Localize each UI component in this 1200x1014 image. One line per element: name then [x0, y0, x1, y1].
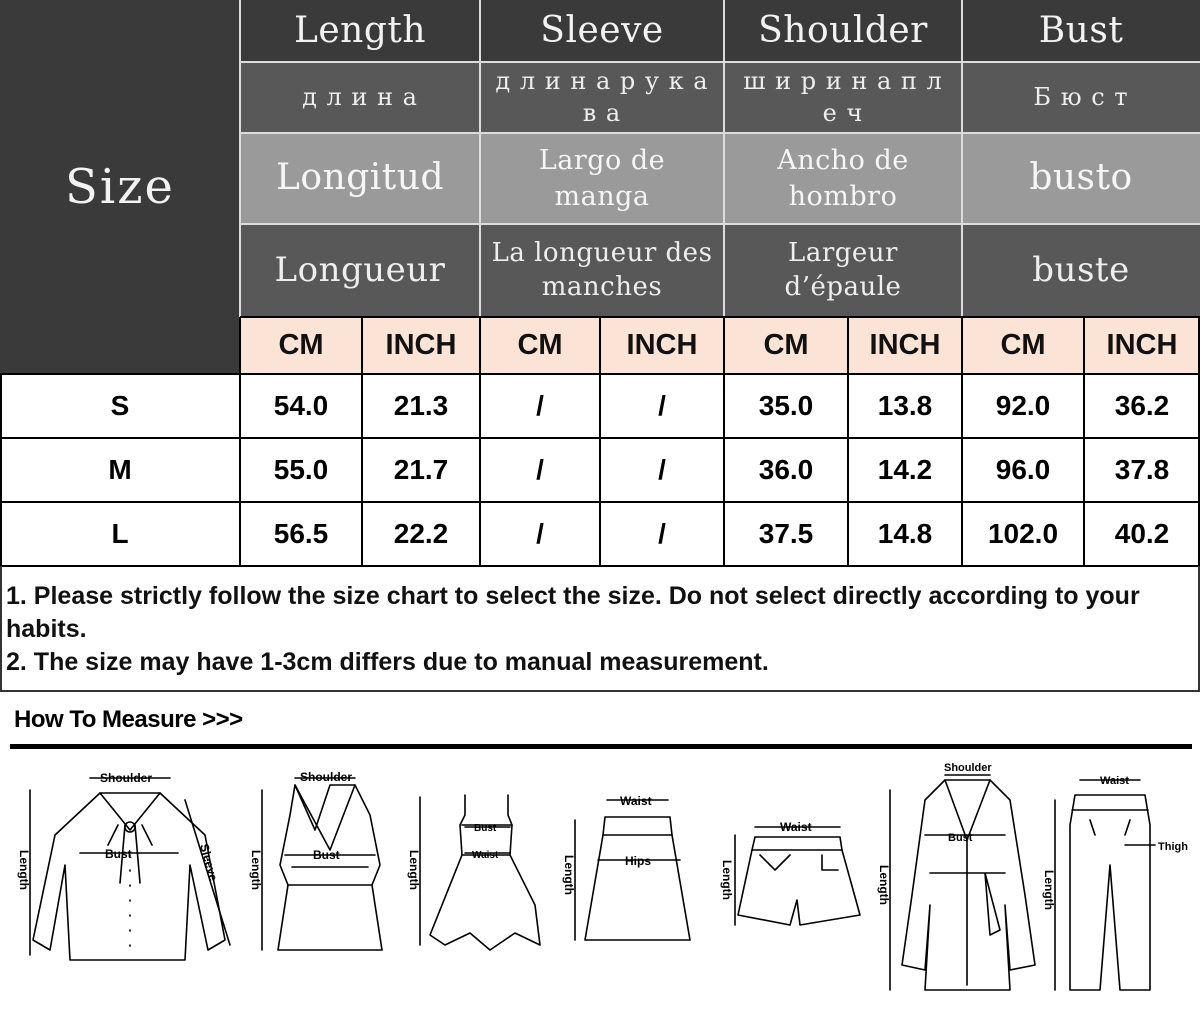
- value-cell-1-7: 37.8: [1084, 438, 1200, 502]
- header-ru-2: ш и р и н а п л е ч: [724, 62, 962, 133]
- value-cell-2-1: 22.2: [362, 502, 480, 566]
- header-divider-2: [723, 0, 725, 317]
- skirt-label-hips: Hips: [625, 854, 652, 868]
- value-cell-1-2: /: [480, 438, 600, 502]
- unit-header-4: CM: [724, 317, 848, 374]
- header-es-3: busto: [962, 133, 1200, 224]
- unit-header-2: CM: [480, 317, 600, 374]
- header-fr-2: Largeur d’épaule: [724, 224, 962, 317]
- shorts-label-waist: Waist: [780, 820, 812, 834]
- value-cell-2-7: 40.2: [1084, 502, 1200, 566]
- value-cell-0-4: 35.0: [724, 374, 848, 438]
- coat-label-bust: Bust: [948, 832, 973, 844]
- value-cell-1-1: 21.7: [362, 438, 480, 502]
- value-cell-0-7: 36.2: [1084, 374, 1200, 438]
- grid-v-3: [599, 317, 601, 566]
- header-hdivider-0: [240, 61, 1200, 63]
- shorts-figure: [735, 827, 860, 925]
- grid-v-2: [479, 317, 481, 566]
- header-fr-3: buste: [962, 224, 1200, 317]
- header-ru-3: Б ю с т: [962, 62, 1200, 133]
- header-divider-0: [239, 0, 241, 317]
- value-cell-0-6: 92.0: [962, 374, 1084, 438]
- value-cell-0-5: 13.8: [848, 374, 962, 438]
- skirt-figure: [575, 800, 690, 940]
- header-en-1: Sleeve: [480, 0, 724, 62]
- notes-box: [0, 566, 1200, 692]
- pants-label-length: Length: [1042, 870, 1056, 910]
- blouse-figure: [30, 778, 230, 960]
- dress-label-length: Length: [407, 850, 421, 890]
- header-divider-3: [961, 0, 963, 317]
- size-header: Size: [0, 0, 240, 374]
- unit-header-1: INCH: [362, 317, 480, 374]
- grid-v-4: [723, 317, 725, 566]
- value-cell-1-5: 14.2: [848, 438, 962, 502]
- header-en-2: Shoulder: [724, 0, 962, 62]
- grid-v-6: [961, 317, 963, 566]
- blouse-label-length: Length: [17, 850, 31, 890]
- how-to-measure-title: How To Measure >>>: [14, 706, 243, 733]
- coat-label-shoulder: Shoulder: [944, 762, 992, 774]
- title-underline: [10, 744, 1192, 749]
- size-cell-0: S: [0, 374, 240, 438]
- grid-v-7: [1083, 317, 1085, 566]
- grid-h-0: [240, 316, 1200, 318]
- header-fr-0: Longueur: [240, 224, 480, 317]
- value-cell-1-3: /: [600, 438, 724, 502]
- blouse-label-bust: Bust: [105, 847, 132, 861]
- grid-v-1: [361, 317, 363, 566]
- pants-label-thigh: Thigh: [1158, 841, 1188, 853]
- unit-header-6: CM: [962, 317, 1084, 374]
- note-1: 1. Please strictly follow the size chart to select the size. Do not select directly according to your habits.: [6, 582, 1147, 643]
- unit-header-3: INCH: [600, 317, 724, 374]
- measure-figures: [0, 755, 1200, 1010]
- coat-label-length: Length: [877, 865, 891, 905]
- value-cell-1-0: 55.0: [240, 438, 362, 502]
- value-cell-0-0: 54.0: [240, 374, 362, 438]
- skirt-label-waist: Waist: [620, 794, 652, 808]
- tank-label-bust: Bust: [313, 848, 340, 862]
- size-cell-2: L: [0, 502, 240, 566]
- value-cell-0-1: 21.3: [362, 374, 480, 438]
- value-cell-0-3: /: [600, 374, 724, 438]
- header-hdivider-2: [240, 223, 1200, 225]
- header-fr-1: La longueur des manches: [480, 224, 724, 317]
- header-ru-1: д л и н а р у к а в а: [480, 62, 724, 133]
- pants-label-waist: Waist: [1100, 775, 1129, 787]
- grid-v-0: [239, 317, 241, 566]
- value-cell-2-0: 56.5: [240, 502, 362, 566]
- header-es-2: Ancho de hombro: [724, 133, 962, 224]
- value-cell-2-4: 37.5: [724, 502, 848, 566]
- dress-label-waist: Waist: [472, 850, 499, 861]
- skirt-label-length: Length: [562, 855, 576, 895]
- coat-figure: [890, 775, 1035, 990]
- value-cell-2-2: /: [480, 502, 600, 566]
- header-es-0: Longitud: [240, 133, 480, 224]
- value-cell-2-6: 102.0: [962, 502, 1084, 566]
- value-cell-2-3: /: [600, 502, 724, 566]
- header-ru-0: д л и н а: [240, 62, 480, 133]
- pants-figure: [1055, 780, 1155, 990]
- header-en-3: Bust: [962, 0, 1200, 62]
- header-hdivider-1: [240, 132, 1200, 134]
- tank-top-figure: [262, 778, 382, 950]
- value-cell-1-6: 96.0: [962, 438, 1084, 502]
- header-en-0: Length: [240, 0, 480, 62]
- tank-label-length: Length: [249, 850, 263, 890]
- grid-v-5: [847, 317, 849, 566]
- unit-header-7: INCH: [1084, 317, 1200, 374]
- grid-left: [0, 374, 2, 566]
- value-cell-1-4: 36.0: [724, 438, 848, 502]
- size-cell-1: M: [0, 438, 240, 502]
- note-2: 2. The size may have 1-3cm differs due to manual measurement.: [6, 648, 769, 676]
- header-es-1: Largo de manga: [480, 133, 724, 224]
- dress-label-bust: Bust: [474, 823, 497, 834]
- blouse-label-sleeve: Sleeve: [197, 842, 221, 883]
- blouse-label-shoulder: Shoulder: [100, 771, 153, 785]
- header-divider-1: [479, 0, 481, 317]
- unit-header-0: CM: [240, 317, 362, 374]
- value-cell-0-2: /: [480, 374, 600, 438]
- strap-dress-figure: [420, 795, 540, 950]
- shorts-label-length: Length: [720, 860, 734, 900]
- value-cell-2-5: 14.8: [848, 502, 962, 566]
- unit-header-5: INCH: [848, 317, 962, 374]
- tank-label-shoulder: Shoulder: [300, 770, 353, 784]
